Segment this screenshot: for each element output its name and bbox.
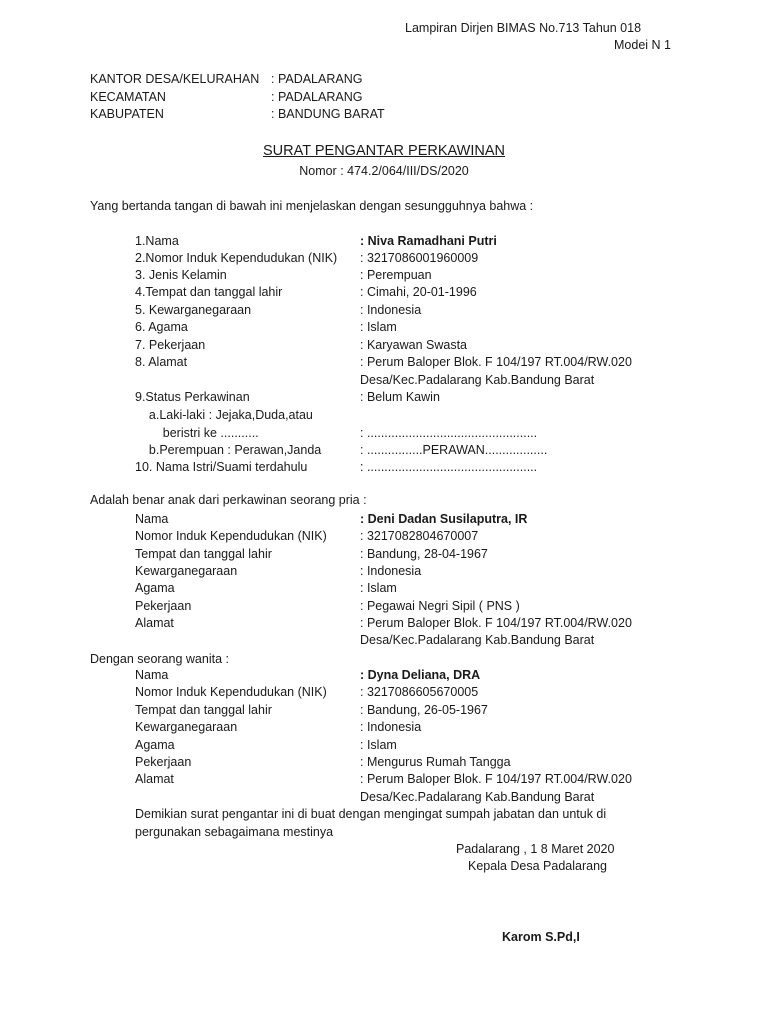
closing-line-2: pergunakan sebagaimana mestinya (135, 825, 334, 839)
mother-value: : Islam (360, 738, 397, 752)
document-title: SURAT PENGANTAR PERKAWINAN (263, 143, 505, 159)
mother-label: Pekerjaan (135, 755, 192, 769)
subject-value: : Belum Kawin (360, 390, 440, 404)
subject-label: a.Laki-laki : Jejaka,Duda,atau (135, 408, 313, 422)
father-value: : Bandung, 28-04-1967 (360, 547, 488, 561)
mother-value: : 3217086605670005 (360, 685, 479, 699)
father-label: Alamat (135, 616, 174, 630)
subject-label: 3. Jenis Kelamin (135, 268, 227, 282)
signatory-name: Karom S.Pd,I (502, 930, 580, 944)
subject-label: 1.Nama (135, 234, 179, 248)
subject-label: 4.Tempat dan tanggal lahir (135, 285, 283, 299)
mother-intro: Dengan seorang wanita : (90, 652, 229, 666)
subject-value: : Islam (360, 320, 397, 334)
attachment-reference: Lampiran Dirjen BIMAS No.713 Tahun 018 (405, 21, 642, 35)
office-value-kecamatan: : PADALARANG (271, 90, 363, 104)
subject-value: : Perum Baloper Blok. F 104/197 RT.004/RW.020 (360, 355, 632, 369)
father-label: Agama (135, 581, 175, 595)
subject-value: : Karyawan Swasta (360, 338, 467, 352)
subject-label: 9.Status Perkawinan (135, 390, 250, 404)
subject-value: : Niva Ramadhani Putri (360, 234, 497, 248)
subject-label: b.Perempuan : Perawan,Janda (135, 443, 322, 457)
subject-label: 6. Agama (135, 320, 188, 334)
subject-label: 2.Nomor Induk Kependudukan (NIK) (135, 251, 338, 265)
mother-value: : Mengurus Rumah Tangga (360, 755, 511, 769)
intro-text: Yang bertanda tangan di bawah ini menjelaskan dengan sesungguhnya bahwa : (90, 199, 534, 213)
mother-value: : Perum Baloper Blok. F 104/197 RT.004/RW.020 (360, 772, 632, 786)
office-label-kecamatan: KECAMATAN (90, 90, 166, 104)
father-value: : Perum Baloper Blok. F 104/197 RT.004/RW.020 (360, 616, 632, 630)
subject-label: 7. Pekerjaan (135, 338, 206, 352)
model-number: Modei N 1 (614, 38, 671, 52)
place-date: Padalarang , 1 8 Maret 2020 (456, 842, 615, 856)
father-label: Kewarganegaraan (135, 564, 238, 578)
mother-value: : Dyna Deliana, DRA (360, 668, 481, 682)
mother-value: Desa/Kec.Padalarang Kab.Bandung Barat (360, 790, 595, 804)
father-value: Desa/Kec.Padalarang Kab.Bandung Barat (360, 633, 595, 647)
office-label-kabupaten: KABUPATEN (90, 107, 164, 121)
subject-label: 10. Nama Istri/Suami terdahulu (135, 460, 308, 474)
subject-value: : ................................................. (360, 426, 538, 440)
father-label: Nama (135, 512, 169, 526)
mother-value: : Bandung, 26-05-1967 (360, 703, 488, 717)
subject-value: : Perempuan (360, 268, 432, 282)
subject-value: : Indonesia (360, 303, 422, 317)
father-value: : Pegawai Negri Sipil ( PNS ) (360, 599, 520, 613)
father-label: Tempat dan tanggal lahir (135, 547, 272, 561)
mother-value: : Indonesia (360, 720, 422, 734)
mother-label: Nama (135, 668, 169, 682)
subject-label: 5. Kewarganegaraan (135, 303, 252, 317)
closing-line-1: Demikian surat pengantar ini di buat dengan mengingat sumpah jabatan dan untuk di (135, 807, 607, 821)
mother-label: Alamat (135, 772, 174, 786)
father-value: : Indonesia (360, 564, 422, 578)
subject-value: : 3217086001960009 (360, 251, 479, 265)
mother-label: Agama (135, 738, 175, 752)
subject-label: 8. Alamat (135, 355, 188, 369)
father-value: : 3217082804670007 (360, 529, 479, 543)
mother-label: Nomor Induk Kependudukan (NIK) (135, 685, 327, 699)
office-value-kabupaten: : BANDUNG BARAT (271, 107, 385, 121)
subject-value: : ................PERAWAN.................. (360, 443, 548, 457)
father-intro: Adalah benar anak dari perkawinan seorang pria : (90, 493, 367, 507)
office-label-desa: KANTOR DESA/KELURAHAN (90, 72, 260, 86)
office-value-desa: : PADALARANG (271, 72, 363, 86)
subject-value: Desa/Kec.Padalarang Kab.Bandung Barat (360, 373, 595, 387)
father-label: Nomor Induk Kependudukan (NIK) (135, 529, 327, 543)
mother-label: Kewarganegaraan (135, 720, 238, 734)
document-number: Nomor : 474.2/064/III/DS/2020 (299, 164, 469, 178)
mother-label: Tempat dan tanggal lahir (135, 703, 272, 717)
father-value: : Deni Dadan Susilaputra, IR (360, 512, 528, 526)
subject-value: : ................................................. (360, 460, 538, 474)
signatory-position: Kepala Desa Padalarang (468, 859, 607, 873)
father-label: Pekerjaan (135, 599, 192, 613)
subject-label: beristri ke ........... (135, 426, 259, 440)
father-value: : Islam (360, 581, 397, 595)
subject-value: : Cimahi, 20-01-1996 (360, 285, 477, 299)
